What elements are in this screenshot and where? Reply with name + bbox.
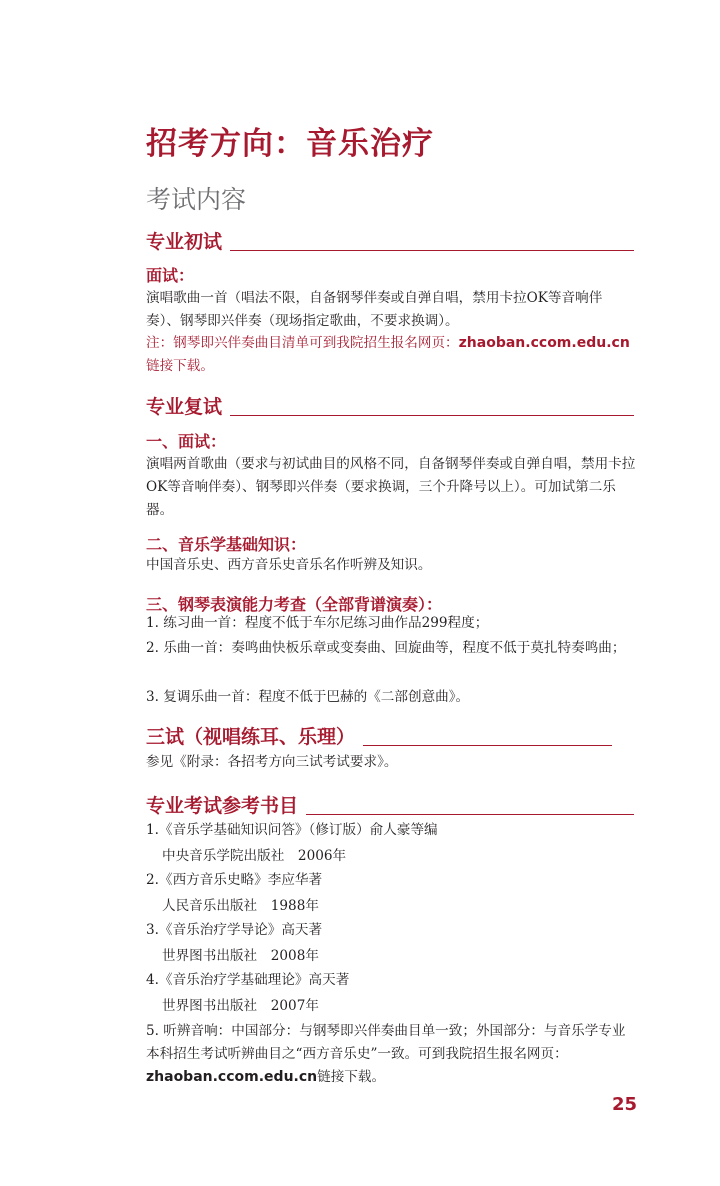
book-publisher: 中央音乐学院出版社 2006年 [162, 848, 347, 864]
note-text: 注：钢琴即兴伴奏曲目清单可到我院招生报名网页： [146, 335, 459, 351]
note-paragraph [146, 332, 636, 378]
note-url-link[interactable]: zhaoban.ccom.edu.cn [458, 335, 630, 351]
url-link[interactable]: zhaoban.ccom.edu.cn [146, 1069, 318, 1085]
section-heading-initial-exam [146, 226, 634, 254]
section-rule [363, 745, 612, 746]
list-item [146, 637, 636, 660]
list-item-text: 2. 乐曲一首：奏鸣曲快板乐章或变奏曲、回旋曲等，程度不低于莫扎特奏鸣曲； [146, 640, 626, 656]
section-heading-second-exam [146, 391, 634, 419]
paragraph-part2: 中国音乐史、西方音乐史音乐名作听辨及知识。 [146, 557, 432, 573]
section-rule [230, 250, 634, 251]
list-item: 1. 练习曲一首：程度不低于车尔尼练习曲作品299程度； [146, 615, 489, 631]
book-publisher: 世界图书出版社 2007年 [162, 998, 319, 1014]
section-rule [306, 814, 634, 815]
section-heading-text: 三试（视唱练耳、乐理） [146, 726, 356, 748]
page-subtitle: 考试内容 [146, 185, 247, 214]
page-title: 招考方向：音乐治疗 [146, 126, 434, 162]
book-publisher: 世界图书出版社 2008年 [162, 948, 319, 964]
book-title: 2.《西方音乐史略》李应华著 [146, 872, 323, 888]
subheading-interview: 面试： [146, 266, 195, 285]
book-title: 1.《音乐学基础知识问答》（修订版）俞人豪等编 [146, 822, 438, 838]
note-suffix: 链接下载。 [146, 358, 214, 374]
list-item-listening [146, 1020, 636, 1089]
section-heading-third-exam [146, 721, 612, 749]
section-heading-text: 专业复试 [146, 396, 223, 418]
section-heading-text: 专业考试参考书目 [146, 795, 299, 817]
paragraph-initial-interview: 演唱歌曲一首（唱法不限，自备钢琴伴奏或自弹自唱，禁用卡拉OK等音响伴奏）、钢琴即兴伴奏（现场指定歌曲，不要求换调）。 [146, 290, 603, 329]
subheading-part2: 二、音乐学基础知识： [146, 535, 307, 554]
page-number: 25 [612, 1094, 638, 1115]
list-item: 3. 复调乐曲一首：程度不低于巴赫的《二部创意曲》。 [146, 689, 470, 705]
section-heading-reference-books [146, 790, 634, 818]
book-publisher: 人民音乐出版社 1988年 [162, 898, 319, 914]
list-item-suffix: 链接下载。 [317, 1069, 386, 1085]
section-rule [230, 415, 634, 416]
book-title: 3.《音乐治疗学导论》高天著 [146, 922, 323, 938]
paragraph-part1: 演唱两首歌曲（要求与初试曲目的风格不同，自备钢琴伴奏或自弹自唱，禁用卡拉OK等音响伴奏）、钢琴即兴伴奏（要求换调，三个升降号以上）。可加试第二乐器。 [146, 456, 636, 518]
paragraph-third-exam: 参见《附录：各招考方向三试考试要求》。 [146, 754, 398, 770]
subheading-part1: 一、面试： [146, 432, 227, 451]
list-item-text: 5. 听辨音响：中国部分：与钢琴即兴伴奏曲目单一致；外国部分：与音乐学专业本科招生考试听辨曲目之“西方音乐史”一致。可到我院招生报名网页： [146, 1023, 626, 1062]
section-heading-text: 专业初试 [146, 231, 223, 253]
subheading-part3: 三、钢琴表演能力考查（全部背谱演奏）： [146, 595, 443, 614]
book-title: 4.《音乐治疗学基础理论》高天著 [146, 972, 350, 988]
